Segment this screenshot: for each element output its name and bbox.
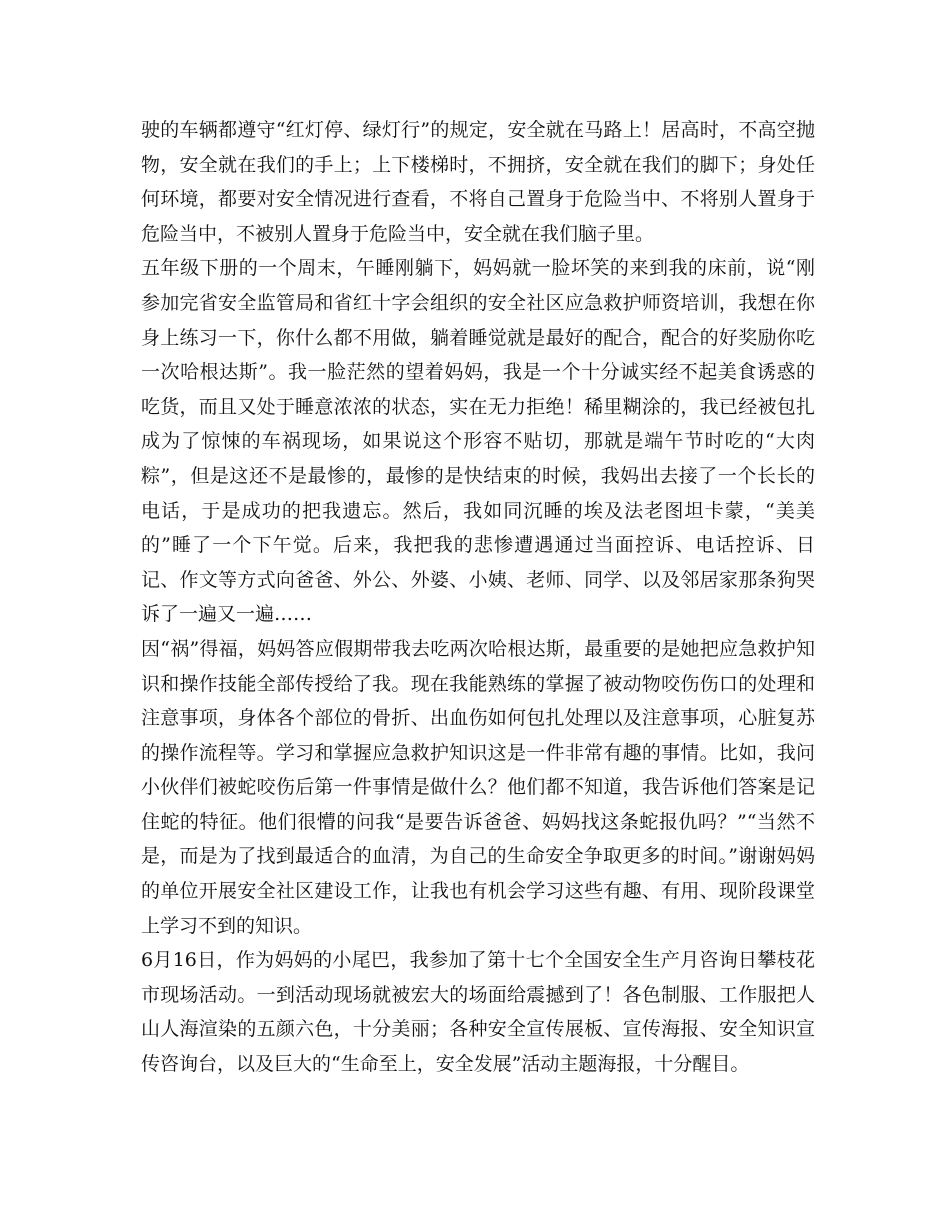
paragraph-first-aid-learning: 因“祸”得福，妈妈答应假期带我去吃两次哈根达斯，最重要的是她把应急救护知识和操作技能全部传授给了我。现在我能熟练的掌握了被动物咬伤伤口的处理和注意事项，身体各个部位的骨折、出血伤如何包扎处理以及注意事项，心脏复苏的操作流程等。学习和掌握应急救护知识这是一件非常有趣的事情。比如，我问小伙伴们被蛇咬伤后第一件事情是做什么？他们都不知道，我告诉他们答案是记住蛇的特征。他们很懵的问我“是要告诉爸爸、妈妈找这条蛇报仇吗？”“当然不是，而是为了找到最适合的血清，为自己的生命安全争取更多的时间。”谢谢妈妈的单位开展安全社区建设工作，让我也有机会学习这些有趣、有用、现阶段课堂上学习不到的知识。 [141, 637, 815, 937]
paragraph-traffic-safety: 驶的车辆都遵守“红灯停、绿灯行”的规定，安全就在马路上！居高时，不高空抛物，安全就在我们的手上；上下楼梯时，不拥挤，安全就在我们的脚下；身处任何环境，都要对安全情况进行查看，不将自己置身于危险当中、不将别人置身于危险当中，不被别人置身于危险当中，安全就在我们脑子里。 [141, 119, 815, 245]
paragraph-first-aid-practice: 五年级下册的一个周末，午睡刚躺下，妈妈就一脸坏笑的来到我的床前，说“刚参加完省安全监管局和省红十字会组织的安全社区应急救护师资培训，我想在你身上练习一下，你什么都不用做，躺着睡觉就是最好的配合，配合的好奖励你吃一次哈根达斯”。我一脸茫然的望着妈妈，我是一个十分诚实经不起美食诱惑的吃货，而且又处于睡意浓浓的状态，实在无力拒绝！稀里糊涂的，我已经被包扎成为了惊悚的车祸现场，如果说这个形容不贴切，那就是端午节时吃的“大肉粽”，但是这还不是最惨的，最惨的是快结束的时候，我妈出去接了一个长长的电话，于是成功的把我遗忘。然后，我如同沉睡的埃及法老图坦卡蒙，“美美的”睡了一个下午觉。后来，我把我的悲惨遭遇通过当面控诉、电话控诉、日记、作文等方式向爸爸、外公、外婆、小姨、老师、同学、以及邻居家那条狗哭诉了一遍又一遍…… [141, 257, 815, 626]
paragraph-safety-month-event: 6月16日，作为妈妈的小尾巴，我参加了第十七个全国安全生产月咨询日攀枝花市现场活动。一到活动现场就被宏大的场面给震撼到了！各色制服、工作服把人山人海渲染的五颜六色，十分美丽；各种安全宣传展板、宣传海报、安全知识宣传咨询台，以及巨大的“生命至上，安全发展”活动主题海报，十分醒目。 [141, 949, 815, 1076]
document-body [141, 113, 815, 1082]
